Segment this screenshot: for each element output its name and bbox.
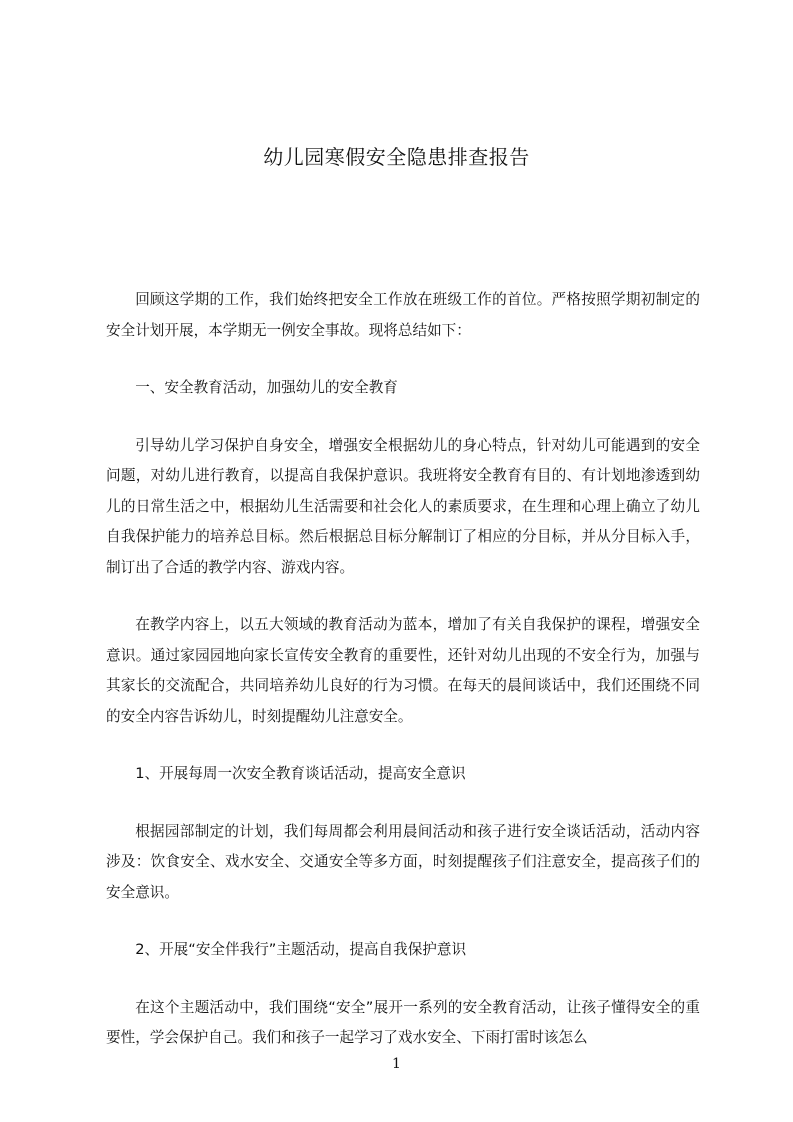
subsection-heading-2: 2、开展“安全伴我行”主题活动，提高自我保护意识 — [135, 941, 467, 958]
body-paragraph: 在教学内容上，以五大领域的教育活动为蓝本，增加了有关自我保护的课程，增强安全意识。通过家园园地向家长宣传安全教育的重要性，还针对幼儿出现的不安全行为，加强与其家长的交流配合，共同培养幼儿良好的行为习惯。在每天的晨间谈话中，我们还围绕不同的安全内容告诉幼儿，时刻提醒幼儿注意安全。 — [106, 616, 700, 725]
page-number: 1 — [392, 1056, 401, 1072]
section-heading-1: 一、安全教育活动，加强幼儿的安全教育 — [135, 379, 398, 396]
document-title: 幼儿园寒假安全隐患排查报告 — [263, 145, 530, 169]
body-paragraph: 在这个主题活动中，我们围绕“安全”展开一系列的安全教育活动，让孩子懂得安全的重要性，学会保护自己。我们和孩子一起学习了戏水安全、下雨打雷时该怎么 — [106, 998, 700, 1046]
document-body — [106, 285, 700, 1081]
intro-paragraph: 回顾这学期的工作，我们始终把安全工作放在班级工作的首位。严格按照学期初制定的安全计划开展，本学期无一例安全事故。现将总结如下： — [106, 291, 700, 339]
body-paragraph: 引导幼儿学习保护自身安全，增强安全根据幼儿的身心特点，针对幼儿可能遇到的安全问题，对幼儿进行教育，以提高自我保护意识。我班将安全教育有目的、有计划地渗透到幼儿的日常生活之中，根据幼儿生活需要和社会化人的素质要求，在生理和心理上确立了幼儿自我保护能力的培养总目标。然后根据总目标分解制订了相应的分目标，并从分目标入手，制订出了合适的教学内容、游戏内容。 — [106, 436, 700, 576]
subsection-heading-1: 1、开展每周一次安全教育谈话活动，提高安全意识 — [135, 765, 466, 782]
body-paragraph: 根据园部制定的计划，我们每周都会利用晨间活动和孩子进行安全谈话活动，活动内容涉及：饮食安全、戏水安全、交通安全等多方面，时刻提醒孩子们注意安全，提高孩子们的安全意识。 — [106, 822, 700, 901]
